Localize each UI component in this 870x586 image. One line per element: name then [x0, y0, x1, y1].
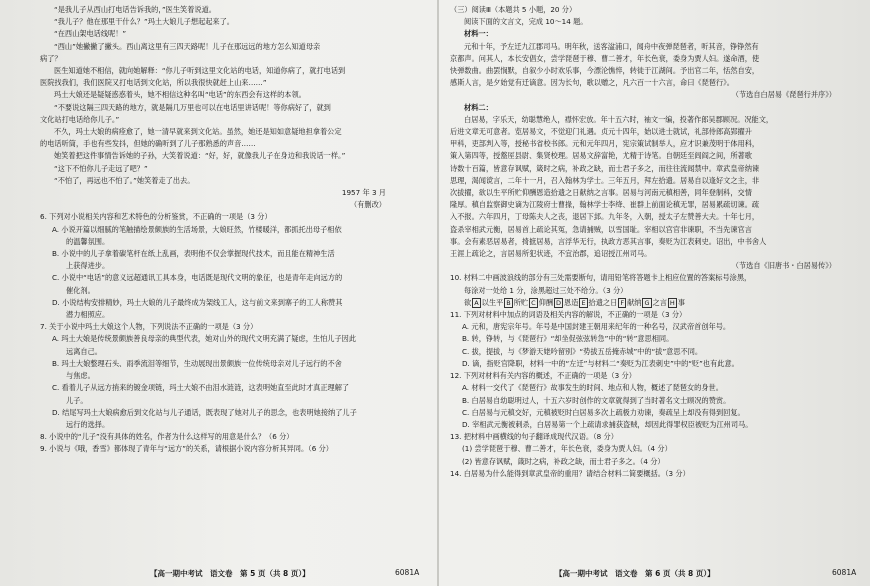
questions-11-14: [450, 309, 860, 480]
text-line: （三）阅读Ⅲ（本题共 5 小题，20 分）: [450, 5, 577, 14]
boxed-line-segment: 恩造: [564, 297, 579, 307]
text-line: 文化站打电话给你儿子。”: [40, 114, 120, 124]
text-line: “不怕了，再远也不怕了。”她笑着走了出去。: [54, 175, 195, 185]
right-footer: 【高一期中考试 语文卷 第 6 页（共 8 页）】: [555, 569, 715, 578]
question-line: 8. 小说中的“儿子”没有具体的姓名，作者为什么这样写的用意是什么？（6 分）: [40, 432, 294, 442]
text-line: 每涂对一处给 1 分，涂黑超过三处不给分。（3 分）: [464, 285, 628, 295]
text-line: “这下不怕你儿子走远了吧？”: [54, 163, 148, 173]
question-line: 6. 下列对小说相关内容和艺术特色的分析鉴赏，不正确的一项是（3 分）: [40, 212, 272, 222]
answer-box[interactable]: G: [644, 298, 650, 307]
question-line: B. 白居易自幼聪明过人，十五六岁时创作的文章就得到了当时著名文士顾况的赞赏。: [462, 395, 731, 405]
text-line: 10. 材料二中画波浪线的部分有三处需要断句，请用铅笔将答题卡上相应位置的答案标号涂黑，: [450, 273, 752, 283]
text-line: 元和十年，予左迁九江郡司马。明年秋，送客湓浦口，闻舟中夜弹琵琶者，听其音，铮铮然有: [464, 41, 759, 51]
text-line: 材料二：: [464, 102, 493, 112]
question-line: B. 玛土大娘整理石头、雨季流泪等细节，生动展现出景颇族一位传统母亲对儿子远行的不舍: [52, 358, 342, 368]
right-code: 6081A: [832, 568, 857, 577]
story-date: 1957 年 3 月: [341, 188, 386, 198]
question-line: 14. 白居易为什么能得到章武皇帝的重用？请结合材料二简要概括。（3 分）: [450, 468, 690, 478]
text-line: 诗数十百篇，皆意存讽赋，箴时之病，补政之缺，而士君子多之，而往往流闻禁中。章武皇帝纳谏: [450, 163, 760, 173]
answer-box[interactable]: B: [506, 298, 511, 307]
right-page: [440, 0, 870, 586]
text-line: 快弹数曲。曲罢悯默，自叙少小时欢乐事，今漂沦憔悴，转徙于江湖间。予出官二年，恬然自安，: [450, 66, 760, 76]
story-text: [40, 4, 426, 187]
question-line: A. 玛土大娘是传统景颇族善良母亲的典型代表，她对山外的现代文明充满了疑虑，生怕儿子因此: [52, 334, 357, 344]
text-line: 策入第四等，授盩厔县尉、集贤校理。居易文辞富艳，尤精于诗笔。自朝廷至闾阎之间，所著歌: [450, 151, 752, 161]
page-divider: [437, 0, 439, 586]
text-line: “在西山架电话线呢！”: [54, 29, 127, 39]
text-line: 王涯上疏论之，言居易所犯状迹，不宜治郡，追诏授江州司马。: [450, 249, 652, 259]
question-line: 7. 关于小说中玛土大娘这个人物，下列说法不正确的一项是（3 分）: [40, 322, 258, 332]
boxed-line-segment: 所贮: [513, 297, 529, 307]
text-line: 入不报。六年四月，丁母陈夫人之丧，退居下邽。九年冬，入朝，授太子左赞善大夫。十年七月，: [450, 212, 760, 222]
question-line: B. 转，铮转，与《琵琶行》“却坐促弦弦转急”中的“转”意思相同。: [462, 334, 674, 344]
question-line: 12. 下列对材料有关内容的概述，不正确的一项是（3 分）: [450, 371, 636, 381]
question-line: 13. 把材料中画横线的句子翻译成现代汉语。（8 分）: [450, 432, 618, 442]
boxed-line-segment: 以生平: [481, 297, 504, 307]
text-line: 后进文章无可意者。览居易文，不觉迎门礼遇。贞元十四年，始以进士就试，礼部侍郎高郢擢升: [450, 127, 752, 137]
question-line: D. 谪，指贬官降职，材料一中的“左迁”与材料二“奏贬为江表刺史”中的“贬”也有此意。: [462, 358, 739, 368]
question-line: C. 白居易与元稹交好，元稹被贬时白居易多次上疏极力劝谏，奏疏呈上却没有得到回复。: [462, 407, 745, 417]
text-line: 玛土大娘还是疑疑惑惑着头，她不相信这种名叫“电话”的东西会有这样的本领。: [54, 90, 306, 100]
left-footer: 【高一期中考试 语文卷 第 5 页（共 8 页）】: [150, 569, 310, 578]
text-line: 材料一：: [464, 29, 493, 39]
text-line: “是我儿子从西山打电话告诉我的，”医生笑着说道。: [54, 5, 216, 14]
text-line: 病了？: [40, 53, 62, 63]
text-line: 阅读下面的文言文，完成 10～14 题。: [464, 17, 588, 27]
question-line: 远行的选择。: [66, 419, 110, 429]
question-line: A. 元和，唐宪宗年号。年号是中国封建王朝用来纪年的一种名号，汉武帝首创年号。: [462, 322, 731, 332]
text-line: 次拔擢，欲以生平所贮仰酬恩造拾遗之日献纳之言事。居易与河南元稹相善，同年登制科，交情: [450, 188, 752, 198]
boxed-line-segment: 仰酬: [538, 297, 554, 307]
text-line: 的电话听筒，手也有些发抖，但她的确听到了儿子那熟悉的声音……: [40, 139, 256, 149]
text-line: “不要说这隔三四天路的地方，就是隔几万里也可以在电话里讲话呢！等你病好了，就到: [54, 102, 331, 112]
left-code: 6081A: [395, 568, 420, 577]
question-line: D. 小说结构安排精妙，玛土大娘的儿子最终成为架线工人，这与前文来到寨子的工人称赞其: [52, 297, 343, 307]
question-line: (2) 皆意存讽赋，箴时之病，补政之缺，而士君子多之。（4 分）: [462, 456, 665, 466]
text-line: 不久，玛土大娘的病痊愈了，她一清早就来到文化站。虽然，她还是知如意疑地担拿着公定: [54, 127, 342, 137]
text-line: 医生知道她不相信，就向她解释：“你儿子听到这里文化站的电话，知道你病了，就打电话到: [54, 66, 346, 76]
punctuation-options: [450, 297, 860, 309]
answer-box[interactable]: F: [620, 298, 625, 307]
questions-6-9: [40, 211, 426, 455]
text-line: 白居易，字乐天，幼聪慧绝人，襟怀宏放。年十五六时，袖文一编，投著作郎吴郡顾况。况能文，: [464, 114, 774, 124]
text-line: 感斯人言，是夕始觉有迁谪意。因为长句，歌以赠之，凡六百一十六言，命曰《琵琶行》。: [450, 78, 734, 88]
question-line: 上获得进步。: [66, 261, 110, 271]
story-note: （有删改）: [350, 200, 386, 210]
text-line: 事。会有素恶居易者，掎摭居易，言浮华无行，执政方恶其言事，奏贬为江表刺史。诏出，中书舍人: [450, 236, 767, 246]
answer-box[interactable]: E: [581, 298, 586, 307]
answer-box[interactable]: D: [556, 298, 562, 307]
question-line: 潜力相照应。: [66, 310, 110, 320]
answer-box[interactable]: A: [474, 298, 479, 307]
text-line: 她笑着把这件事情告诉她的子孙，大笑着说道：“好，好，就像我儿子在身边和我说话一样。”: [54, 151, 346, 161]
text-line: 甲科，吏部判入等，授秘书省校书郎。元和元年四月，宪宗策试制举人，应才识兼茂明于体用科，: [450, 139, 760, 149]
answer-box[interactable]: C: [531, 298, 536, 307]
boxed-line-segment: 拾遗之日: [588, 297, 618, 307]
text-line: “我儿子？他在那里干什么？”玛土大娘儿子想起起来了。: [54, 17, 234, 27]
question-line: B. 小说中的儿子拿着碳笔杆在纸上乱画，表明他不仅会掌握现代技术，而且能在精神生活: [52, 249, 335, 259]
question-line: C. 看着儿子从远方捎来的镀金项链，玛土大娘不由泪水涟涟，这表明她直至此时才真正理解了: [52, 383, 350, 393]
boxed-line-segment: 献纳: [627, 297, 642, 307]
question-line: 11. 下列对材料中加点的词语及相关内容的解说，不正确的一项是（3 分）: [450, 310, 687, 320]
question-line: D. 宰相武元衡被刺杀，白居易第一个上疏请求捕获盗贼，却因此得罪权臣被贬为江州司马。: [462, 419, 753, 429]
question-line: 远离自己。: [66, 346, 102, 356]
boxed-line-segment: 之言: [652, 297, 667, 307]
question-line: A. 材料一交代了《琵琶行》故事发生的时间、地点和人物，概述了琵琶女的身世。: [462, 383, 723, 393]
question-line: 催化剂。: [66, 285, 95, 295]
question-line: C. 小说中“电话”的意义远超通讯工具本身，电话既是现代文明的象征，也是青年走向远方的: [52, 273, 343, 283]
text-line: 盗杀宰相武元衡，居易首上疏论其冤，急请捕贼，以雪国耻。宰相以宫官非谏职，不当先谏官言: [450, 224, 752, 234]
answer-box[interactable]: H: [669, 298, 675, 307]
question-line: 的温馨氛围。: [66, 236, 110, 246]
text-line: 京都声。问其人，本长安倡女，尝学琵琶于穆、曹二善才，年长色衰，委身为贾人妇。遂命酒，使: [450, 53, 760, 63]
text-line: （节选自白居易《琵琶行并序》）: [731, 90, 836, 100]
classical-reading: [450, 4, 860, 297]
text-line: “西山”她撇撇了撇头。西山离这里有三四天路呢！儿子在那远远的地方怎么知道母亲: [54, 41, 321, 51]
question-line: C. 拔，提拔，与《梦游天姥吟留别》“势拔五岳掩赤城”中的“拔”意思不同。: [462, 346, 703, 356]
text-line: 医院找我们，我们医院又打电话到文化站，所以我很快就赶上山来……”: [40, 78, 267, 88]
text-line: 思理，渴闻谠言，二年十一月，召入翰林为学士。三年五月，拜左拾遗。居易自以逢好文之主，非: [450, 175, 760, 185]
boxed-line-segment: 事: [677, 297, 685, 307]
question-line: 儿子。: [66, 395, 88, 405]
question-line: 与焦虑。: [66, 371, 95, 381]
text-line: 隆厚。稹自监察御史谪为江陵府士曹掾，翰林学士李绛、崔群上前面论稹无罪，居易累疏切谏。疏: [450, 200, 760, 210]
left-page: [0, 0, 432, 586]
text-line: （节选自《旧唐书・白居易传》）: [731, 261, 836, 271]
question-line: A. 小说开篇以细腻的笔触描绘景颇族的生活场景，大娘旺然，竹楼暖洋，都抓托出母子相依: [52, 224, 342, 234]
question-line: D. 结尾写玛土大娘病愈后到文化站与儿子通话，既表现了她对儿子的思念，也表明她接纳了儿子: [52, 407, 357, 417]
question-line: 9. 小说与《哦，香雪》都体现了青年与“远方”的关系，请根据小说内容分析其异同。（6 分）: [40, 444, 333, 454]
boxed-line-start: 欲: [464, 297, 472, 307]
question-line: (1) 尝学琵琶于穆、曹二善才，年长色衰，委身为贾人妇。（4 分）: [462, 444, 672, 454]
